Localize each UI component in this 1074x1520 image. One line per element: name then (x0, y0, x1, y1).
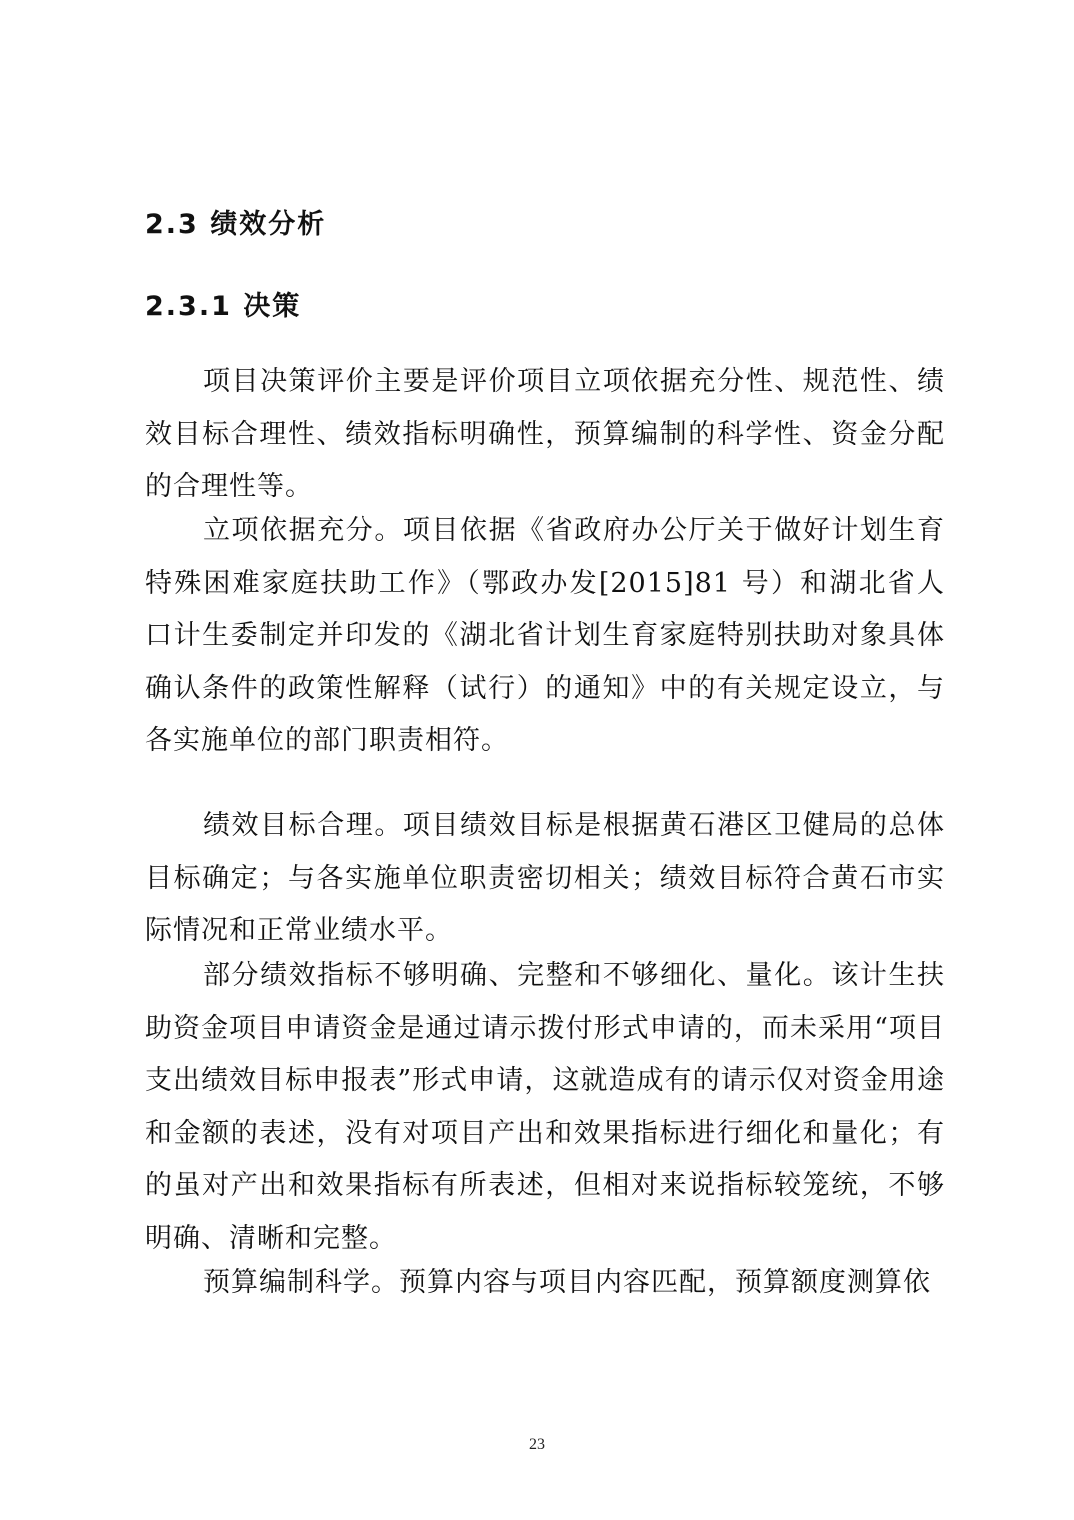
paragraph-budget-preparation: 预算编制科学。预算内容与项目内容匹配，预算额度测算依 (203, 1267, 931, 1298)
subsection-heading: 2.3.1 决策 (145, 291, 302, 322)
paragraph-performance-indicators: 部分绩效指标不够明确、完整和不够细化、量化。该计生扶助资金项目申请资金是通过请示拨付形式申请的，而未采用“项目支出绩效目标申报表”形式申请，这就造成有的请示仅对资金用途和金额的表述，没有对项目产出和效果指标进行细化和量化；有的虽对产出和效果指标有所表述，但相对来说指标较笼统，不够明确、清晰和完整。 (145, 960, 945, 1254)
section-heading: 2.3 绩效分析 (145, 209, 327, 240)
paragraph-project-basis: 立项依据充分。项目依据《省政府办公厅关于做好计划生育特殊困难家庭扶助工作》（鄂政办发[2015]81 号）和湖北省人口计生委制定并印发的《湖北省计划生育家庭特别扶助对象具体确认条件的政策性解释（试行）的通知》中的有关规定设立，与各实施单位的部门职责相符。 (145, 515, 945, 756)
paragraph-performance-goals: 绩效目标合理。项目绩效目标是根据黄石港区卫健局的总体目标确定；与各实施单位职责密切相关；绩效目标符合黄石市实际情况和正常业绩水平。 (145, 810, 945, 946)
paragraph-decision-overview: 项目决策评价主要是评价项目立项依据充分性、规范性、绩效目标合理性、绩效指标明确性，预算编制的科学性、资金分配的合理性等。 (145, 366, 945, 502)
page-number: 23 (529, 1436, 545, 1453)
